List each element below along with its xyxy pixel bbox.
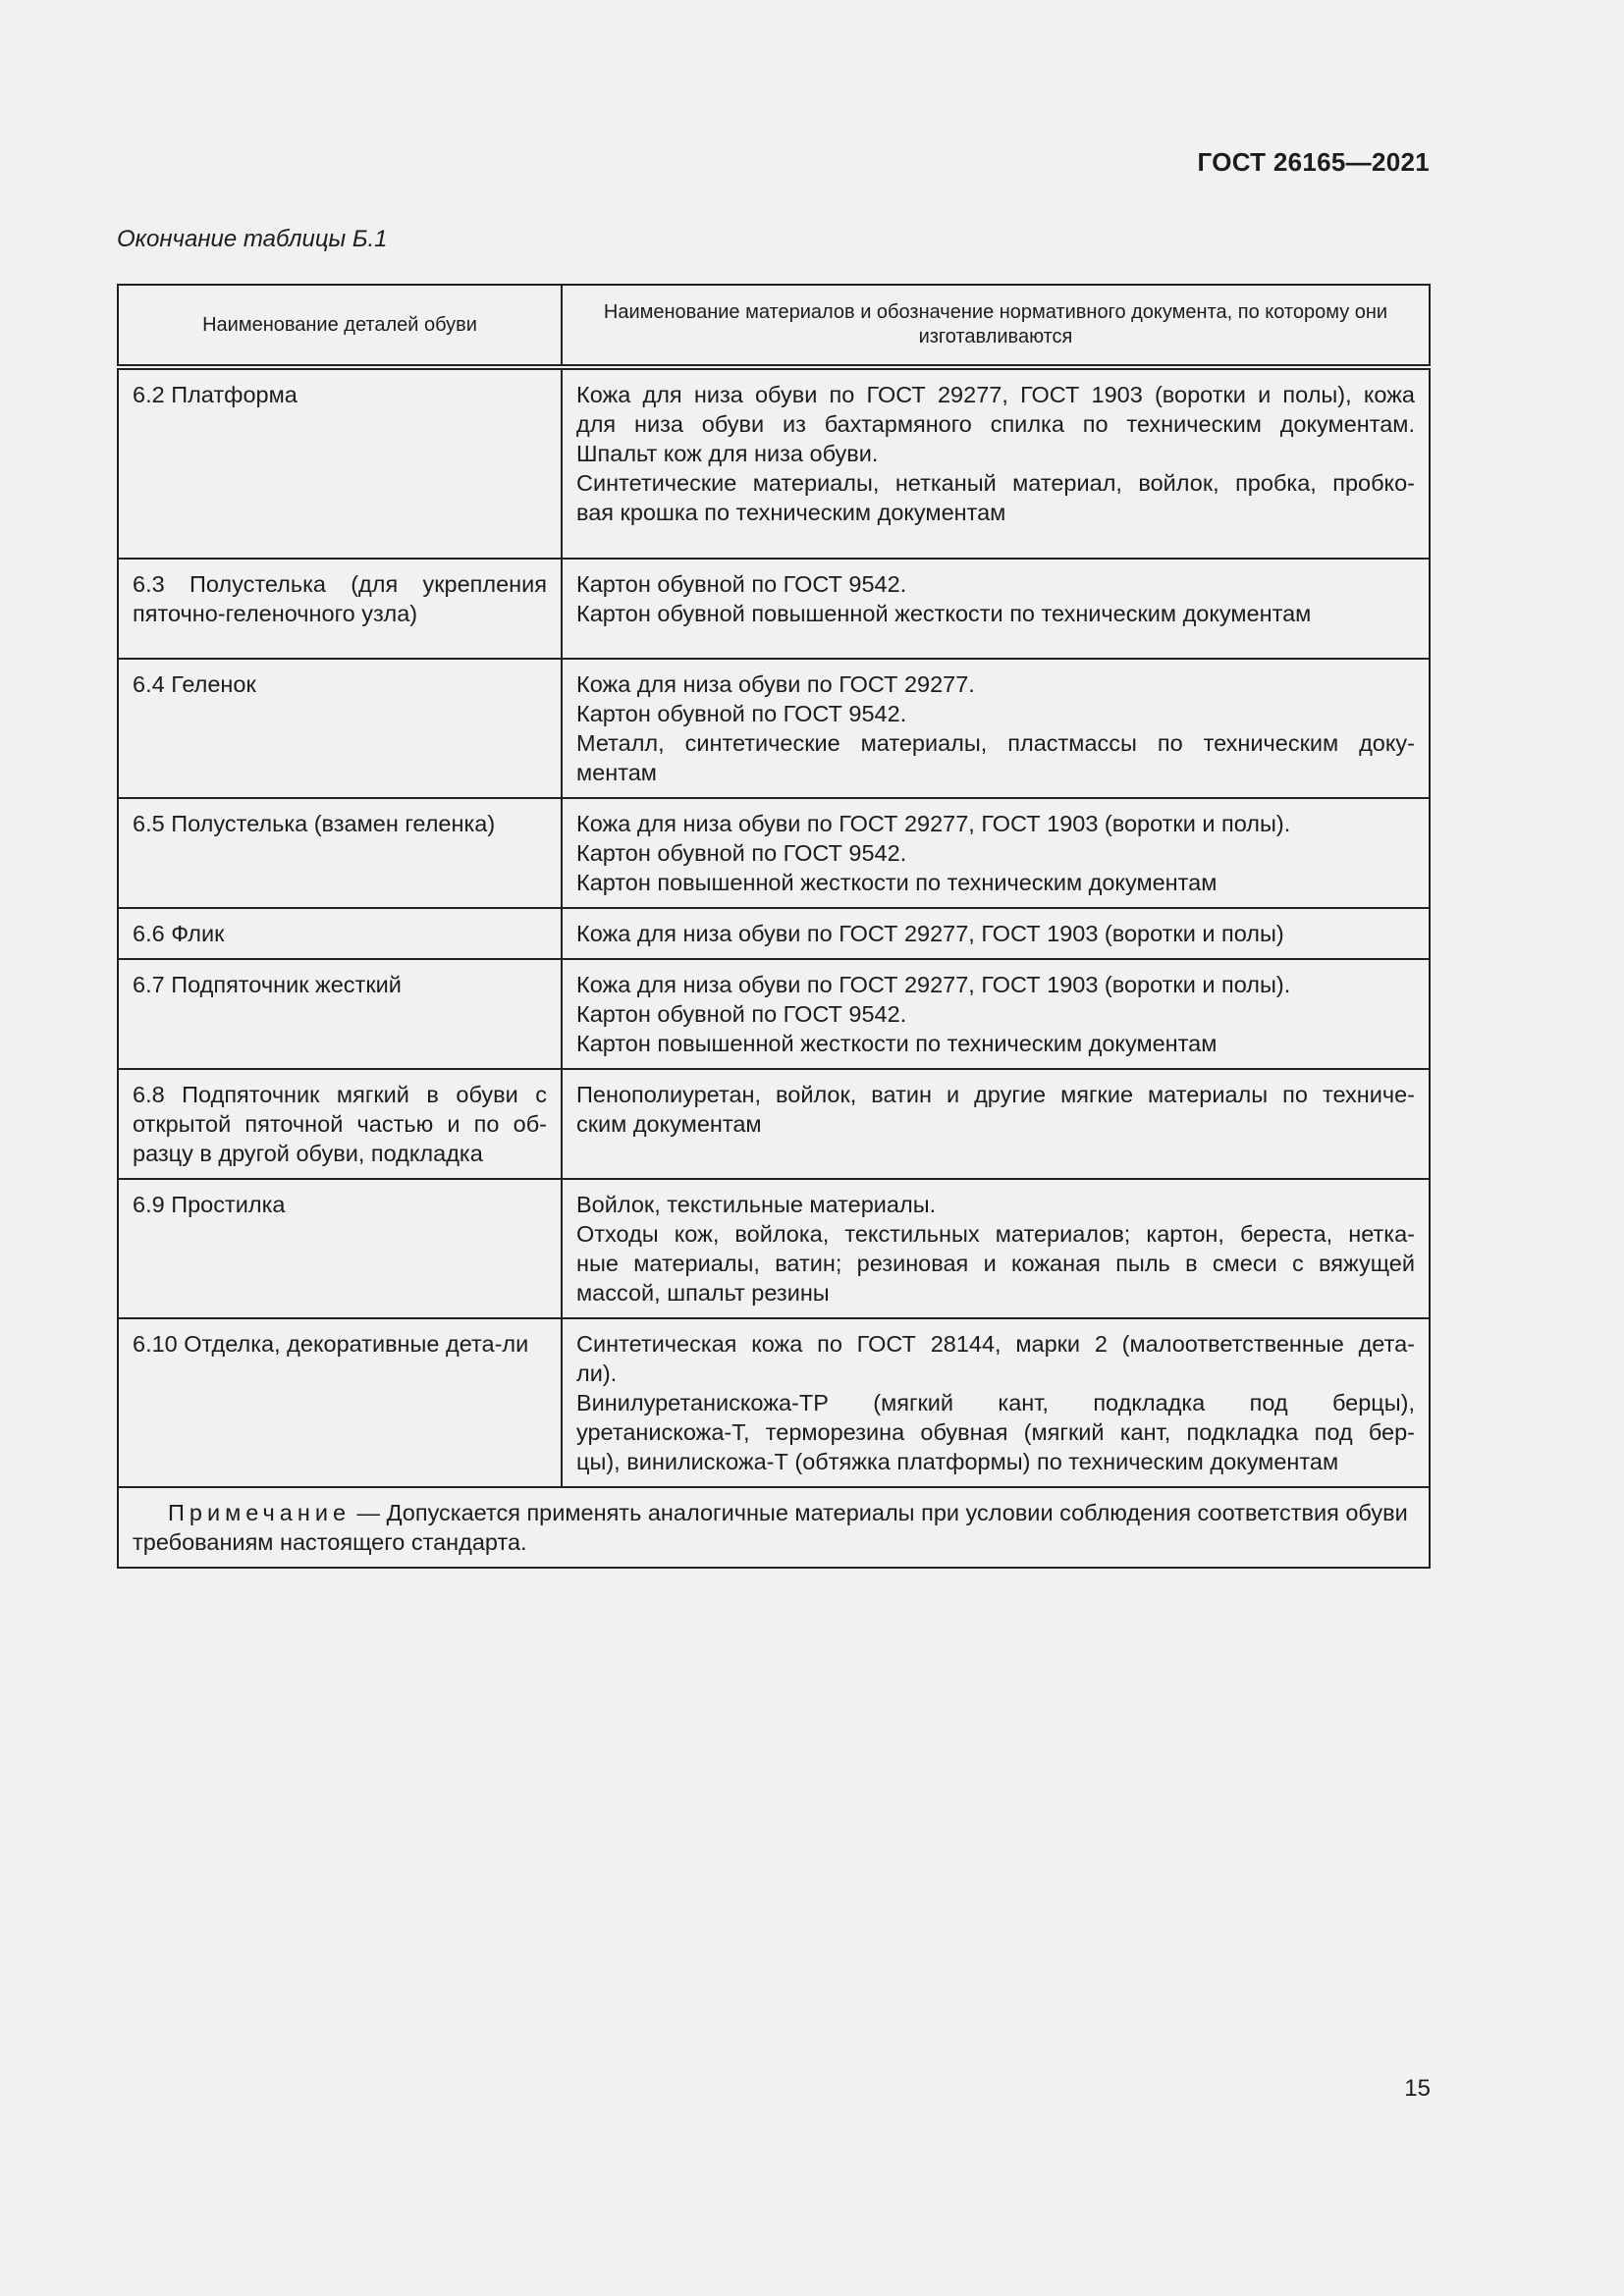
table-row	[118, 659, 1430, 798]
materials-cell	[562, 659, 1430, 798]
part-name: 6.9 Простилка	[133, 1192, 286, 1217]
materials-line: Синтетические материалы, нетканый материал, войлок, пробка, пробко-	[576, 470, 1415, 496]
note-text: — Допускается применять аналогичные материалы при условии соблюдения соответствия обуви требованиям настоящего стандарта.	[133, 1500, 1408, 1555]
materials-line: Картон обувной по ГОСТ 9542.	[576, 701, 907, 726]
materials-line: Картон обувной по ГОСТ 9542.	[576, 571, 907, 597]
column-header-materials: Наименование материалов и обозначение нормативного документа, по которому они изготавливаются	[562, 285, 1430, 367]
materials-line: Войлок, текстильные материалы.	[576, 1192, 937, 1217]
materials-line: Отходы кож, войлока, текстильных материалов; картон, береста, нетка-	[576, 1221, 1415, 1247]
part-name: 6.2 Платформа	[133, 382, 298, 407]
table-row	[118, 559, 1430, 659]
part-name: 6.6 Флик	[133, 921, 225, 946]
materials-cell	[562, 1318, 1430, 1487]
materials-line: ные материалы, ватин; резиновая и кожаная пыль в смеси с вяжущей	[576, 1251, 1415, 1276]
part-cell	[118, 798, 562, 908]
part-name: 6.7 Подпяточник жесткий	[133, 972, 402, 997]
table-header-row	[118, 285, 1430, 367]
materials-cell	[562, 798, 1430, 908]
materials-line: Картон повышенной жесткости по техническим документам	[576, 870, 1218, 895]
document-id: ГОСТ 26165—2021	[1197, 147, 1430, 177]
materials-line: ли).	[576, 1361, 618, 1386]
table-row	[118, 908, 1430, 959]
materials-line: ским документам	[576, 1111, 762, 1137]
materials-line: ментам	[576, 760, 657, 785]
materials-line: Картон обувной по ГОСТ 9542.	[576, 840, 907, 866]
materials-cell	[562, 1179, 1430, 1318]
materials-line: уретанискожа-Т, терморезина обувная (мягкий кант, подкладка под бер-	[576, 1419, 1415, 1445]
part-cell	[118, 367, 562, 559]
part-name: 6.3 Полустелька (для укрепления пяточно-геленочного узла)	[133, 571, 547, 626]
materials-line: Картон обувной по ГОСТ 9542.	[576, 1001, 907, 1027]
table-note-row	[118, 1487, 1430, 1568]
materials-line: Металл, синтетические материалы, пластмассы по техническим доку-	[576, 730, 1415, 756]
part-cell	[118, 659, 562, 798]
materials-line: Кожа для низа обуви по ГОСТ 29277, ГОСТ 1903 (воротки и полы), кожа	[576, 382, 1415, 407]
table-row	[118, 1179, 1430, 1318]
materials-line: Кожа для низа обуви по ГОСТ 29277, ГОСТ 1903 (воротки и полы).	[576, 811, 1291, 836]
table-row	[118, 798, 1430, 908]
part-cell	[118, 959, 562, 1069]
materials-line: Синтетическая кожа по ГОСТ 28144, марки 2 (малоответственные дета-	[576, 1331, 1415, 1357]
part-name: 6.10 Отделка, декоративные дета-ли	[133, 1331, 529, 1357]
materials-line: массой, шпальт резины	[576, 1280, 830, 1306]
materials-cell	[562, 559, 1430, 659]
part-name: 6.5 Полустелька (взамен геленка)	[133, 811, 496, 836]
materials-cell	[562, 1069, 1430, 1179]
part-name: 6.8 Подпяточник мягкий в обуви с открытой пяточной частью и по об-разцу в другой обуви, подкладка	[133, 1082, 547, 1166]
materials-line: Пенополиуретан, войлок, ватин и другие мягкие материалы по техниче-	[576, 1082, 1415, 1107]
materials-line: Картон повышенной жесткости по техническим документам	[576, 1031, 1218, 1056]
table-row	[118, 367, 1430, 559]
materials-line: Кожа для низа обуви по ГОСТ 29277.	[576, 671, 975, 697]
part-cell	[118, 908, 562, 959]
note-label: Примечание	[168, 1500, 352, 1525]
part-cell	[118, 1318, 562, 1487]
table-caption: Окончание таблицы Б.1	[117, 226, 388, 252]
table-note	[118, 1487, 1430, 1568]
materials-line: вая крошка по техническим документам	[576, 500, 1006, 525]
materials-line: Кожа для низа обуви по ГОСТ 29277, ГОСТ 1903 (воротки и полы)	[576, 921, 1284, 946]
materials-line: Картон обувной повышенной жесткости по техническим документам	[576, 601, 1312, 626]
page-number: 15	[1404, 2075, 1431, 2102]
materials-line: цы), винилискожа-Т (обтяжка платформы) по техническим документам	[576, 1449, 1339, 1474]
materials-line: для низа обуви из бахтармяного спилка по техническим документам.	[576, 411, 1415, 437]
part-cell	[118, 1069, 562, 1179]
materials-line: Шпальт кож для низа обуви.	[576, 441, 879, 466]
part-cell	[118, 559, 562, 659]
table-row	[118, 1318, 1430, 1487]
materials-cell	[562, 908, 1430, 959]
materials-table	[117, 284, 1431, 1569]
materials-cell	[562, 367, 1430, 559]
column-header-part: Наименование деталей обуви	[118, 285, 562, 367]
table-row	[118, 959, 1430, 1069]
part-name: 6.4 Геленок	[133, 671, 256, 697]
materials-line: Винилуретанискожа-ТР (мягкий кант, подкладка под берцы),	[576, 1390, 1415, 1415]
materials-line: Кожа для низа обуви по ГОСТ 29277, ГОСТ 1903 (воротки и полы).	[576, 972, 1291, 997]
table-row	[118, 1069, 1430, 1179]
part-cell	[118, 1179, 562, 1318]
materials-cell	[562, 959, 1430, 1069]
